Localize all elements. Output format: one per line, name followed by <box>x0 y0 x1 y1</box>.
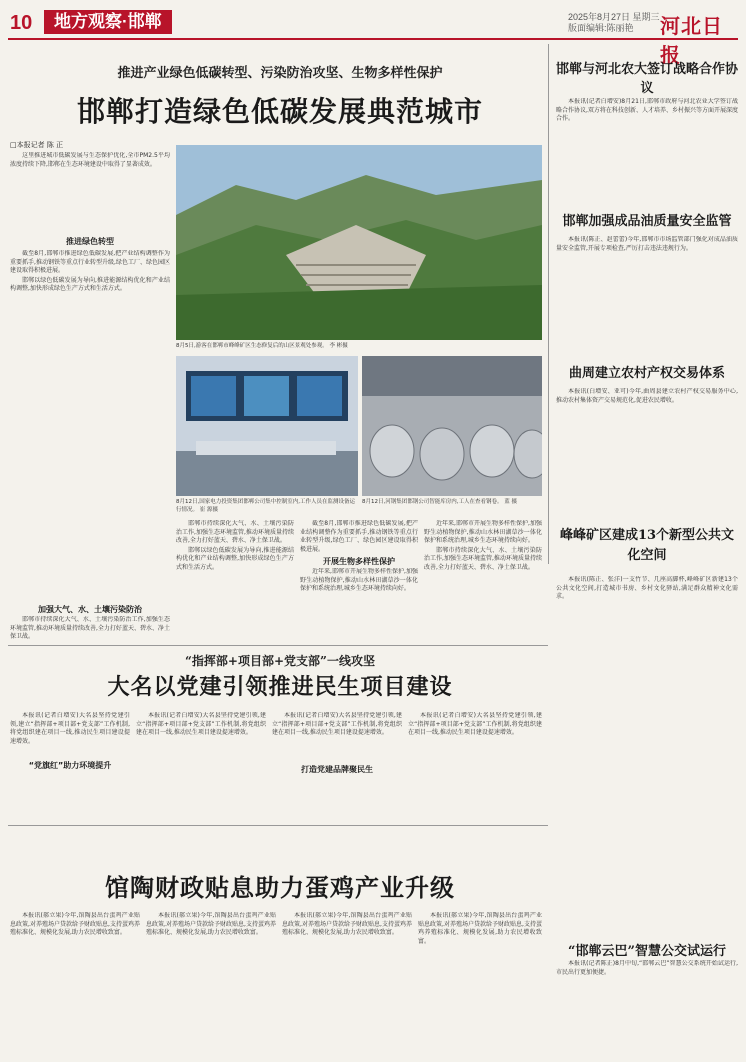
newspaper-logo: 河北日报 <box>660 14 723 67</box>
bottom-body-col3 <box>282 912 412 1052</box>
right-article-5-body <box>556 960 738 1054</box>
bottom-body-col2 <box>146 912 276 1052</box>
page-header <box>8 8 738 67</box>
lead-headline: 邯郸打造绿色低碳发展典范城市 <box>76 95 483 128</box>
lead-body-col1b <box>10 616 170 642</box>
column-divider <box>548 44 549 564</box>
right-article-4-title: 峰峰矿区建成13个新型公共文化空间 <box>559 528 735 563</box>
lead-body-col2 <box>176 520 294 642</box>
section-title: 地方观察·邯郸 <box>44 10 172 34</box>
photo-caption-2: 8月12日,国家电力投资集团邯郸公司集中控制室内,工作人员在监测设备运行情况。 崔 源摄 <box>176 499 355 513</box>
bottom-headline: 馆陶财政贴息助力蛋鸡产业升级 <box>105 873 455 902</box>
mountain-restoration-photo <box>176 145 542 340</box>
body-paragraph: 本报讯(郝立果)今年,馆陶县出台蛋鸡产业贴息政策,对养殖场户贷款给予财政贴息,支持蛋鸡养殖标准化、规模化发展,助力农民增收致富。 <box>418 912 542 945</box>
body-paragraph: 本报讯(陈正、赵蕾蕾)今年,邯郸市市场监管部门强化对成品油质量安全监管,开展专项检查,严厉打击违法违规行为。 <box>556 236 738 252</box>
body-paragraph: 本报讯(白增安、亚可)今年,曲周县建立农村产权交易服务中心,推动农村集体资产交易规范化,促进农民增收。 <box>556 388 738 404</box>
page-number: 10 <box>10 12 33 34</box>
section-divider <box>8 825 548 826</box>
body-paragraph: 邯郸市持续深化大气、水、土壤污染防治工作,加强生态环境监管,推动环境质量持续改善,全力打好蓝天、碧水、净土保卫战。 <box>176 520 294 545</box>
bottom-body-col4 <box>418 912 542 1052</box>
right-article-1-body <box>556 98 738 198</box>
body-paragraph: 截至8月,邯郸市推进绿色低碳发展,把产业结构调整作为重要抓手,推动钢铁等重点行业转型升级,绿色工厂、绿色园区建设取得积极进展。 <box>300 520 418 553</box>
middle-body-col4 <box>408 712 542 822</box>
body-paragraph: 本报讯(陈正、张洋)一支竹节、几座高脚杯,峰峰矿区新建13个公共文化空间,打造城市书房、乡村文化驿站,满足群众精神文化需求。 <box>556 576 738 601</box>
photo-caption-3: 8月12日,河钢集团邯钢公司智能库房内,工人在查看钢卷。 蓝 摄 <box>362 499 517 505</box>
middle-body-col3 <box>272 712 402 760</box>
photo-illustration-mountains <box>176 145 542 340</box>
lead-intro <box>10 152 170 232</box>
photo-illustration-steel-coils <box>362 356 542 496</box>
right-article-1-title: 邯郸与河北农大签订战略合作协议 <box>556 62 739 96</box>
body-paragraph: 本报讯(记者白增安)大名县坚持党建引领,建立“指挥部+项目部+党支部”工作机制,将党组织建在项目一线,推动民生项目建设提速增效。 <box>272 712 402 737</box>
lead-byline: □本报记者 陈 正 <box>10 141 64 149</box>
intro-paragraph: 这里推进城市低碳发展与生态保护优化,全市PM2.5平均浓度持续下降,邯郸在生态环境建设中取得了显著成效。 <box>10 152 170 168</box>
right-article-5-title: “邯郸云巴”智慧公交试运行 <box>568 944 726 959</box>
body-paragraph: 本报讯(郝立果)今年,馆陶县出台蛋鸡产业贴息政策,对养殖场户贷款给予财政贴息,支持蛋鸡养殖标准化、规模化发展,助力农民增收致富。 <box>282 912 412 937</box>
subhead-green-transition: 推进绿色转型 <box>66 237 114 246</box>
right-article-4-body <box>556 576 738 726</box>
body-paragraph: 邯郸市持续深化大气、水、土壤污染防治工作,加强生态环境监管,推动环境质量持续改善,全力打好蓝天、碧水、净土保卫战。 <box>10 616 170 641</box>
right-article-2-title: 邯郸加强成品油质量安全监管 <box>562 214 732 229</box>
middle-kicker: “指挥部+项目部+党支部”一线攻坚 <box>185 654 375 668</box>
lead-body-col3b <box>300 568 418 642</box>
body-paragraph: 邯郸市持续深化大气、水、土壤污染防治工作,加强生态环境监管,推动环境质量持续改善,全力打好蓝天、碧水、净土保卫战。 <box>424 546 542 571</box>
photo-caption-1: 8月5日,游客在邯郸市峰峰矿区生态修复后的山区景观处参观。 李 彬摄 <box>176 343 348 349</box>
body-paragraph: 本报讯(记者白增安)8月21日,邯郸市政府与河北农业大学签订战略合作协议,双方将在科技创新、人才培养、乡村振兴等方面开展深度合作。 <box>556 98 738 123</box>
photo-illustration-control-room <box>176 356 358 496</box>
lead-body-col1 <box>10 250 170 600</box>
control-room-photo <box>176 356 358 496</box>
editors-text: 版面编辑:陈丽艳 <box>568 23 634 33</box>
body-paragraph: 本报讯(记者白增安)大名县坚持党建引领,建立“指挥部+项目部+党支部”工作机制,将党组织建在项目一线,推动民生项目建设提速增效。 <box>408 712 542 737</box>
body-paragraph: 本报讯(记者白增安)大名县坚持党建引领,建立“指挥部+项目部+党支部”工作机制,将党组织建在项目一线,推动民生项目建设提速增效。 <box>10 712 130 745</box>
right-article-2-body <box>556 236 738 356</box>
subhead-party-brand: 打造党建品牌聚民生 <box>301 765 373 774</box>
body-paragraph: 本报讯(郝立果)今年,馆陶县出台蛋鸡产业贴息政策,对养殖场户贷款给予财政贴息,支持蛋鸡养殖标准化、规模化发展,助力农民增收致富。 <box>146 912 276 937</box>
middle-body-col2 <box>136 712 266 822</box>
middle-headline: 大名以党建引领推进民生项目建设 <box>107 674 453 700</box>
right-article-3-title: 曲周建立农村产权交易体系 <box>568 366 725 381</box>
body-paragraph: 截至8月,邯郸市推进绿色低碳发展,把产业结构调整作为重要抓手,推动钢铁等重点行业转型升级,绿色工厂、绿色园区建设取得积极进展。 <box>10 250 170 275</box>
body-paragraph: 邯郸以绿色低碳发展为导向,推进能源结构优化和产业结构调整,加快形成绿色生产方式和生活方式。 <box>10 276 170 293</box>
body-paragraph: 邯郸以绿色低碳发展为导向,推进能源结构优化和产业结构调整,加快形成绿色生产方式和生活方式。 <box>176 546 294 571</box>
section-divider-2 <box>8 645 548 646</box>
body-paragraph: 本报讯(郝立果)今年,馆陶县出台蛋鸡产业贴息政策,对养殖场户贷款给予财政贴息,支持蛋鸡养殖标准化、规模化发展,助力农民增收致富。 <box>10 912 140 937</box>
date-text: 2025年8月27日 星期三 <box>568 12 660 22</box>
body-paragraph: 近年来,邯郸市开展生物多样性保护,加强野生动植物保护,推动山水林田湖草沙一体化保护和系统治理,城乡生态环境持续向好。 <box>300 568 418 593</box>
lead-body-col3a <box>300 520 418 554</box>
lead-body-col4 <box>424 520 542 642</box>
body-paragraph: 本报讯(记者白增安)大名县坚持党建引领,建立“指挥部+项目部+党支部”工作机制,将党组织建在项目一线,推动民生项目建设提速增效。 <box>136 712 266 737</box>
body-paragraph: 近年来,邯郸市开展生物多样性保护,加强野生动植物保护,推动山水林田湖草沙一体化保护和系统治理,城乡生态环境持续向好。 <box>424 520 542 545</box>
subhead-party-flag: “党旗红”助力环境提升 <box>28 761 112 770</box>
issue-date <box>568 12 660 34</box>
lead-kicker: 推进产业绿色低碳转型、污染防治攻坚、生物多样性保护 <box>117 66 443 81</box>
bottom-body-col1 <box>10 912 140 1052</box>
subhead-pollution: 加强大气、水、土壤污染防治 <box>38 605 142 614</box>
right-article-3-body <box>556 388 738 518</box>
body-paragraph: 本报讯(记者陈正)8月中旬,“邯郸云巴”智慧公交系统开始试运行,市民出行更加便捷。 <box>556 960 738 976</box>
subhead-biodiversity: 开展生物多样性保护 <box>323 557 395 566</box>
steel-coil-photo <box>362 356 542 496</box>
